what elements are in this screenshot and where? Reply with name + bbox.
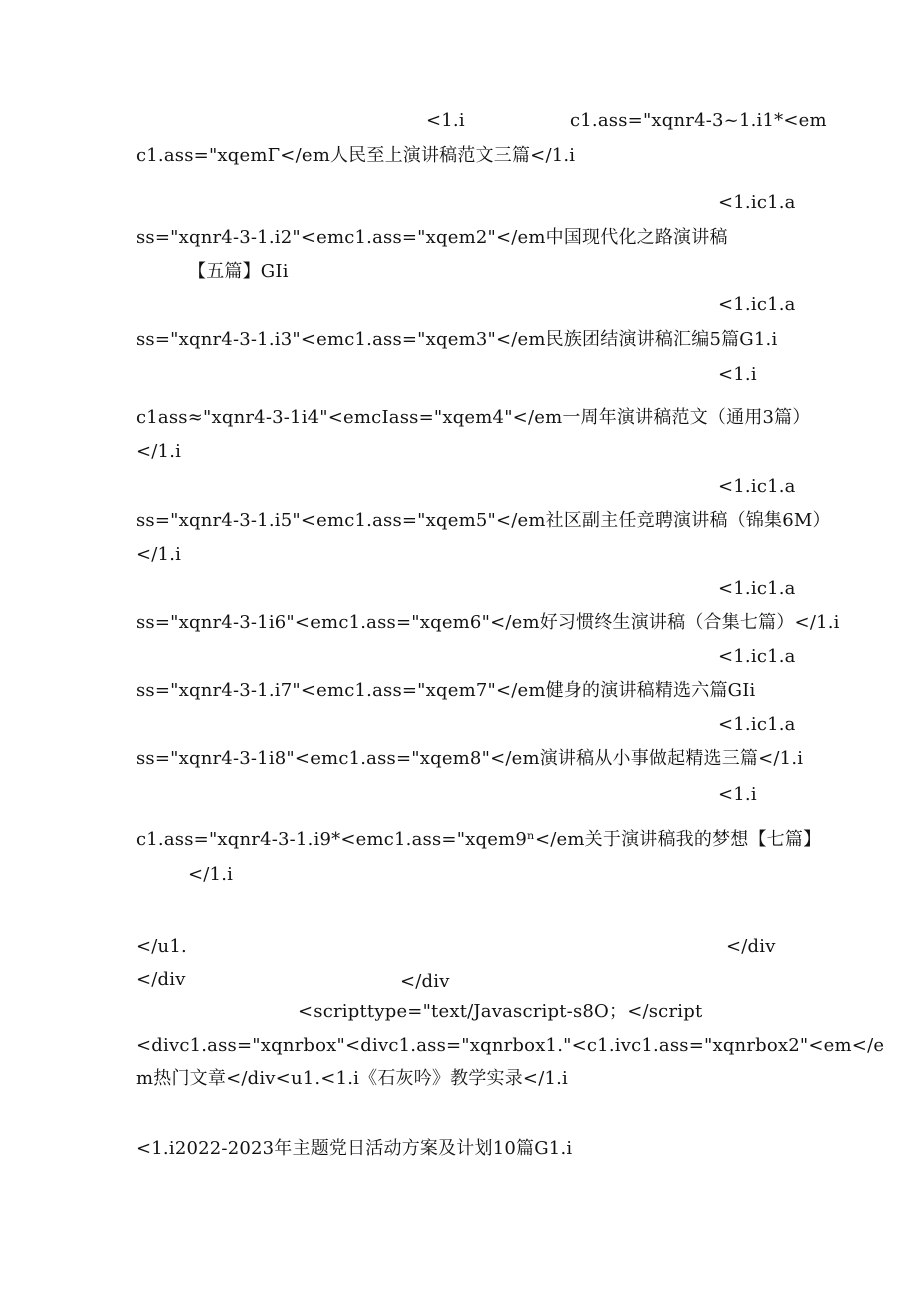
text-line-9: <1.i (718, 364, 757, 385)
text-line-7: <1.ic1.a (718, 294, 796, 315)
text-line-26: </div (136, 969, 186, 990)
text-line-29: <divc1.ass="xqnrbox"<divc1.ass="xqnrbox1."<c1.ivc1.ass="xqnrbox2"<em</e (136, 1035, 885, 1056)
text-line-16: ss="xqnr4-3-1i6"<emc1.ass="xqem6"</em好习惯终生演讲稿（合集七篇）</1.i (136, 612, 840, 633)
text-line-22: c1.ass="xqnr4-3-1.i9*<emc1.ass="xqem9ⁿ</em关于演讲稿我的梦想【七篇】 (136, 829, 822, 850)
text-line-4: <1.ic1.a (718, 192, 796, 213)
text-line-5: ss="xqnr4-3-1.i2"<emc1.ass="xqem2"</em中国现代化之路演讲稿 (136, 227, 728, 248)
text-line-11: </1.i (136, 441, 182, 462)
text-line-17: <1.ic1.a (718, 646, 796, 667)
text-line-3: c1.ass="xqemΓ</em人民至上演讲稿范文三篇</1.i (136, 145, 576, 166)
text-line-2: c1.ass="xqnr4-3~1.i1*<em (570, 110, 827, 131)
text-line-20: ss="xqnr4-3-1i8"<emc1.ass="xqem8"</em演讲稿从小事做起精选三篇</1.i (136, 748, 804, 769)
text-line-23: </1.i (188, 864, 234, 885)
text-line-18: ss="xqnr4-3-1.i7"<emc1.ass="xqem7"</em健身的演讲稿精选六篇GIi (136, 680, 756, 701)
text-line-19: <1.ic1.a (718, 714, 796, 735)
text-line-30: m热门文章</div<u1.<1.i《石灰吟》教学实录</1.i (136, 1068, 569, 1089)
text-line-6: 【五篇】GIi (188, 261, 289, 282)
text-line-15: <1.ic1.a (718, 578, 796, 599)
text-line-28: <scripttype="text/Javascript-s8O；</script (298, 1001, 703, 1022)
text-line-21: <1.i (718, 784, 757, 805)
text-line-24: </u1. (136, 936, 187, 957)
text-line-14: </1.i (136, 544, 182, 565)
text-line-10: c1ass≈"xqnr4-3-1i4"<emcIass="xqem4"</em一周年演讲稿范文（通用3篇） (136, 407, 811, 428)
text-line-13: ss="xqnr4-3-1.i5"<emc1.ass="xqem5"</em社区副主任竞聘演讲稿（锦集6M） (136, 510, 831, 531)
text-line-31: <1.i2022-2023年主题党日活动方案及计划10篇G1.i (136, 1138, 573, 1159)
text-line-1: <1.i (426, 110, 465, 131)
text-line-8: ss="xqnr4-3-1.i3"<emc1.ass="xqem3"</em民族团结演讲稿汇编5篇G1.i (136, 329, 778, 350)
text-line-12: <1.ic1.a (718, 476, 796, 497)
text-line-27: </div (400, 971, 450, 992)
text-line-25: </div (726, 936, 776, 957)
